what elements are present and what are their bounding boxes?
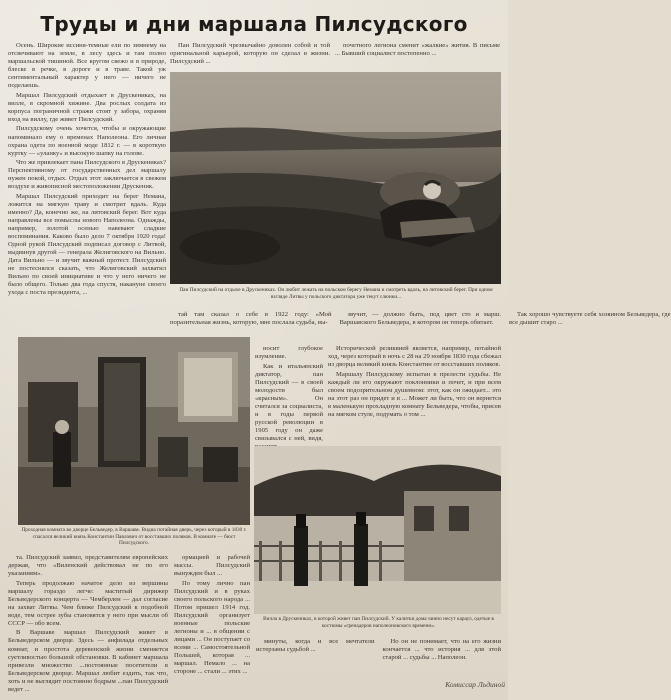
text-column-right-bottom (256, 638, 501, 678)
author-credit: Комиссар Льдиной (445, 680, 505, 689)
paragraph: та. Пилсудский заявил, представителям европейских держав, что «Виленский действовал не по его указаниям». (8, 554, 168, 578)
paragraph: По тому лично пан Пилсудский и в руках своего польского народа ... Потом пришел 1914 год. Пилсудский организует военные польские легионы и ... в общении с лицами ... Он поступает со всеми ... Самостоятельной Польшей, которая ... маршал. Немало ... на стороне ... стали ... этих ... (174, 579, 250, 676)
photo-belvedere-room (18, 337, 250, 525)
paragraph: звучит, — должно быть, под цвет сто и марш. Варшавского Бельведера, в котором он теперь обитает. (339, 311, 501, 327)
paragraph: почетного легиона сменит «жалкие» жития. В письме ... Бывший социалист постепенно ... (335, 42, 500, 58)
paragraph: Но он не понимает, что на его жизни кончается ... что история ... для этой старой ... судьбы ... Наполеон. (382, 638, 501, 662)
paragraph: носит глубокое изумление. (255, 345, 323, 361)
photo-villa-guards (254, 446, 501, 614)
paragraph: Маршал Пилсудский отдыхает в Друскениках, на вилле, в скромной хижине. Два рослых солдата из корпуса пограничной стражи стоят у забора, охраняя вход на виллу, где живет Пилсудский. (8, 91, 166, 123)
photo-caption-top: Пан Пилсудский на отдыхе в Друскениках. Он любит лежать на польском берегу Немана и смотреть вдаль, на литовский берег. При одном взгляде Литвы у польского диктатора уже текут слюнки... (179, 287, 493, 300)
text-column-mid-b (328, 345, 501, 445)
text-column-left-top (8, 42, 166, 342)
text-column-mid-a (255, 345, 323, 445)
paragraph: Маршал Пилсудский приходит на берег Немана, ложится на мягкую траву и смотрит вдаль. Куда именно? Да, конечно же, на литовский берег. Вот куда направлены все помыслы нового Наполеона. Однажды, например, золотой осенью навевают сладкие воспоминания. Каково было дело 7 октября 1920 года! Одной рукой Пилсудский подписал договор с Литвой, выдвинув другой — генерала Желиговского на Вильно. Дата Вильно — и звучит важный протест. Пилсудский не постеснялся сказать, что Желиговский захватил Вильно по своей инициативе и что у него ничего не было общего. Только два года спустя, накануне своего ухода с поста президента, ... (8, 192, 166, 297)
paragraph: Исторической реликвией является, например, потайной ход, через который в ночь с 28 на 29 ноября 1830 года сбежал из дворца великий князь Константин от восставших поляков. (328, 345, 501, 369)
paragraph: тай там сказал о себе в 1922 году: «Мой поразительная жизнь, которую, мне послала судьба, вы- (170, 311, 332, 327)
headline: Труды и дни маршала Пилсудского (40, 12, 468, 36)
photo-caption-bottom: Вилла в Друскениках, в которой живет пан Пилсудский. У калитки дома чинно несут караул, одетые в костюмы «гренадеров наполеоновского времени». (263, 616, 494, 629)
text-column-left-bottom (8, 554, 168, 694)
paragraph: ормацией и рабочей массы. Пилсудский вынужден был ... (174, 554, 250, 578)
text-column-mid-bottom (174, 554, 250, 694)
villa-image (254, 446, 501, 614)
photo-pilsudski-riverbank (170, 72, 501, 284)
paragraph: Так хорошо чувствуете себя хозяином Бельведера, где все дышит старо ... (509, 311, 671, 327)
paragraph: Осень. Широкие иссиня-темные ели по зимнему на отсвечивают на земле, в лесу здесь и там полно маршальской тишиной. Все кругом свежо и в природе, блеске в речке, в дороге и в траве. Такой уж сентиментальный характер у него — ничего не поделаешь. (8, 42, 166, 90)
paragraph: Пан Пилсудский чрезвычайно доволен собой и той оригинальной карьерой, которую он сделал в жизни. Пилсудский ... (170, 42, 330, 66)
paragraph: Как и итальянский диктатор, пан Пилсудский — в своей молодости был «красным». Он считался за социалиста, и в годы первой русской революции в 1905 году он даже связывался с ней, видя, (255, 362, 323, 443)
room-image (18, 337, 250, 525)
paragraph: Что же привлекает пана Пилсудского в Друскениках? Перспективному от государственных дел маршалу нужен покой, отдых. Отдых этот заключается в свежем воздухе и живописной местоположении Друскеник. (8, 159, 166, 191)
text-column-right-top (335, 42, 500, 70)
photo-caption-mid: Проходная комната во дворце Бельведер, в Варшаве. Видна потайная дверь, через который в 1830 г. спасался великий князь Константин Павлович от восставших поляков. В комнате — бюст Пилсудского. (21, 527, 247, 547)
paragraph: минуты, когда и все мечтатели истерзаны судьбой ... (256, 638, 375, 654)
paragraph: В Варшаве маршал Пилсудский живет в Бельведерском дворце. Здесь — анфилада отдельных комнат, и простота деревенской жизни сменяется суетливостью большой обстановки. В кабинет маршала привезли множество ...постоянные посетители в Бельведерском дворце. Маршал любит ездить, так что, хоть и не выглядит постоянно бодрым ...пан Пилсудский ведет ... (8, 629, 168, 693)
riverbank-image (170, 72, 501, 284)
paragraph: Теперь продолжаю начатое дело из вершины маршалу гораздо легче: маститый дирижер Бельведерского концерта — Чемберлен — дал согласие на захват Литвы. Чем ближе Пилсудский к подобной воде, тем острее зубы становятся у него при мысли об СССР — обо всем. (8, 579, 168, 627)
text-column-middle-top (170, 42, 330, 70)
paragraph: Пилсудскому очень хочется, чтобы и окружающие напоминало ему о временах Наполеона. Его личная охрана одета по военной моде 1812 г. — в короткую куртку — «уланку» и высокую шапку на голове. (8, 125, 166, 157)
paragraph: Маршалу Пилсудскому испытан в прелести судьбы. Не каждый ли его окружают поклонники и почет, и при всем своем подозрительном душевном: этот, как он ожидает... это на этот раз он придет и в ... Может ли быть, что он вернется в маленькую прохладную комнату Бельведера, чтобы, присев на мягком стуле, подумать о том ... (328, 370, 501, 418)
